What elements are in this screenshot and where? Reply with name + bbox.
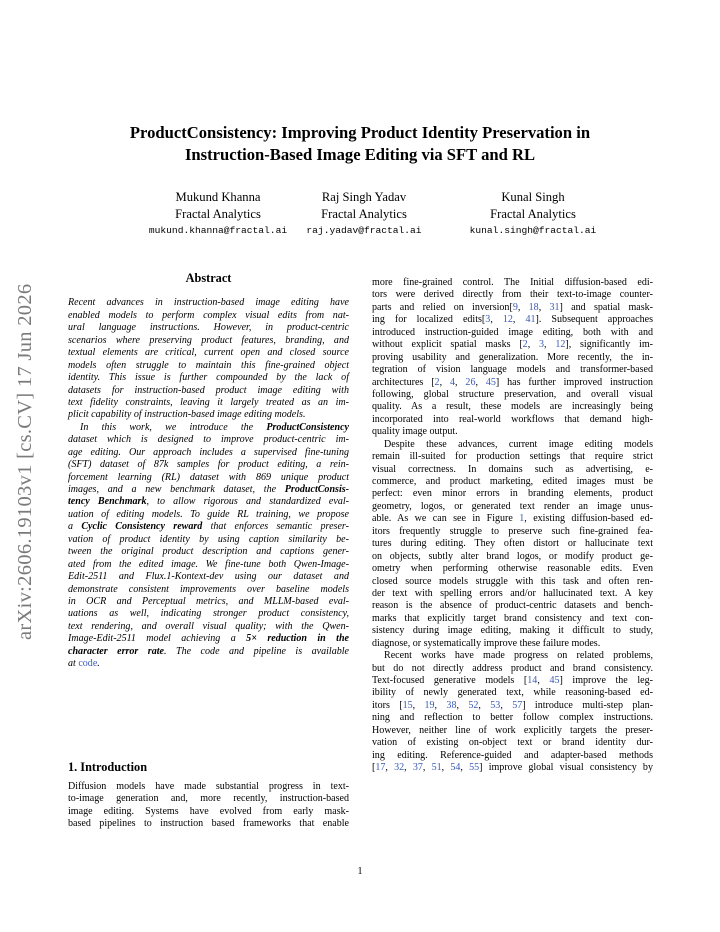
text-line: Recent works have made progress on related problems, xyxy=(384,650,653,662)
text-line: Diffusion models have made substantial progress in text- xyxy=(68,781,349,792)
text-line: [17, 32, 37, 51, 54, 55] improve global visual consistency by xyxy=(372,762,653,774)
text-line: at code. xyxy=(68,658,100,670)
right-column xyxy=(372,277,653,775)
text-line: proving usability and generalization. More recently, the in- xyxy=(372,351,653,363)
text-line: der text with spelling errors and/or hallucinated text. A key xyxy=(372,587,653,599)
text-line: tween the original product description and captions gener- xyxy=(68,546,349,558)
text-line: in OCR and Perceptual metrics, and MLLM-based eval- xyxy=(68,595,349,607)
text-line: datasets for instruction-based product image editing with xyxy=(68,384,349,396)
text-line: Recent advances in instruction-based image editing have xyxy=(68,297,349,309)
author-email[interactable]: raj.yadav@fractal.ai xyxy=(306,225,422,236)
author-name: Raj Singh Yadav xyxy=(321,190,407,204)
text-line: vation of product identity by using caption similarity be- xyxy=(68,533,349,545)
abstract-column xyxy=(68,272,349,671)
text-line: following, global structure preservation, and overall visual xyxy=(372,388,653,400)
text-line: itors frequently struggle to preserve such fine-grained fea- xyxy=(372,525,653,537)
text-line: introduced instruction-guided image editing, both with and xyxy=(372,326,653,338)
arxiv-identifier: arXiv:2606.19103v1 [cs.CV] 17 Jun 2026 xyxy=(14,283,36,640)
text-line: on objects, subtly alter brand logos, or modify product ge- xyxy=(372,550,653,562)
text-line: commerce, and product marketing, edited images must be xyxy=(372,476,653,487)
text-line: enabled models to perform complex visual edits from nat- xyxy=(68,309,349,321)
text-line: textual elements are critical, current open and closed source xyxy=(68,347,349,359)
text-line: ural language instructions. However, in product-centric xyxy=(68,322,349,334)
text-line: (SFT) dataset of 87k samples for product editing, a rein- xyxy=(68,459,349,471)
text-line: text rendering, and overall visual quality; with the Qwen- xyxy=(68,620,349,632)
text-line: Image-Edit-2511 model achieving a 5× reduction in the xyxy=(68,633,349,645)
text-line: ing editing. Reference-guided and adapter-based methods xyxy=(372,749,653,761)
title-line-2: Instruction-Based Image Editing via SFT and RL xyxy=(184,145,536,164)
author-email[interactable]: mukund.khanna@fractal.ai xyxy=(148,225,288,236)
author-3 xyxy=(433,189,633,239)
text-line: incorporated into real-world workflows that demand high- xyxy=(372,413,653,425)
text-line: quality. As a result, these models are increasingly being xyxy=(372,401,653,413)
text-line: In this work, we introduce the ProductConsistency xyxy=(80,421,349,433)
text-line: image editing. Systems have evolved from early mask- xyxy=(68,805,349,817)
text-line: forcement learning (RL) dataset with 869 unique product xyxy=(68,471,349,483)
right-column-body xyxy=(372,277,653,775)
text-line: marks that explicitly target brand consistency and text con- xyxy=(372,612,653,624)
text-line: images, and a new benchmark dataset, the ProductConsis- xyxy=(68,484,349,496)
introduction-heading: 1. Introduction xyxy=(68,760,148,774)
text-line: vation of existing on-object text or brand identity dur- xyxy=(372,737,653,749)
text-line: architectures [2, 4, 26, 45] has further improved instruction xyxy=(372,376,653,388)
text-line: sistency during image editing, making it difficult to study, xyxy=(372,625,653,637)
text-line: identity. This issue is further compounded by the lack of xyxy=(68,372,349,384)
text-line: visual correctness. In domains such as advertising, e- xyxy=(372,463,653,475)
text-line: more fine-grained control. The Initial diffusion-based edi- xyxy=(372,277,653,288)
text-line: ibility of newly generated text, while reasoning-based ed- xyxy=(372,687,653,699)
author-affiliation: Fractal Analytics xyxy=(175,207,261,221)
text-line: Despite these advances, current image editing models xyxy=(384,438,653,450)
title-line-1: ProductConsistency: Improving Product Identity Preservation in xyxy=(129,123,591,142)
page-number: 1 xyxy=(357,866,363,877)
text-line: Text-focused generative models [14, 45] improve the leg- xyxy=(372,675,653,686)
text-line: but do not directly address product and brand consistency. xyxy=(372,662,653,674)
text-line: to-image generation and, more recently, instruction-based xyxy=(68,793,349,805)
text-line: diagnose, or systematically improve these failure modes. xyxy=(372,637,601,649)
author-name: Kunal Singh xyxy=(501,190,565,204)
text-line: ated from the edited image. We fine-tune both Qwen-Image- xyxy=(68,558,349,570)
author-affiliation: Fractal Analytics xyxy=(490,207,576,221)
text-line: tegration of vision language models and transformer-based xyxy=(372,364,653,376)
text-line: dataset which is designed to improve product-centric im- xyxy=(68,434,349,446)
author-email[interactable]: kunal.singh@fractal.ai xyxy=(469,225,597,236)
text-line: character error rate. The code and pipeline is available xyxy=(68,645,349,657)
text-line: reason is the absence of product-centric datasets and bench- xyxy=(372,600,653,612)
text-line: parts and relied on inversion[9, 18, 31] and spatial mask- xyxy=(372,301,653,313)
text-line: geometry, logos, or generated text render an image unus- xyxy=(372,500,653,512)
text-line: ometry when performing otherwise reasonable edits. Even xyxy=(372,563,653,575)
text-line: perfect: even minor errors in branding elements, product xyxy=(372,488,653,500)
text-line: tency Benchmark, to allow rigorous and standardized eval- xyxy=(68,496,349,508)
introduction-body xyxy=(68,781,349,831)
text-line: uation of editing models. To guide RL training, we propose xyxy=(68,508,349,520)
text-line: Edit-2511 and Flux.1-Kontext-dev using our dataset and xyxy=(68,571,349,583)
text-line: tures during editing. They often distort or hallucinate text xyxy=(372,538,653,550)
abstract-heading: Abstract xyxy=(185,271,232,285)
text-line: without explicit spatial masks [2, 3, 12], significantly im- xyxy=(372,339,653,351)
text-line: closed source models struggle with this task and often ren- xyxy=(372,575,653,587)
text-line: ing for localized edits[3, 12, 41]. Subsequent approaches xyxy=(372,314,653,326)
text-line: text fidelity constraints, leaving it largely treated as an im- xyxy=(68,396,349,408)
text-line: quality image output. xyxy=(372,426,458,438)
text-line: remain ill-suited for production settings that require strict xyxy=(372,451,653,463)
author-name: Mukund Khanna xyxy=(175,190,261,204)
text-line: However, neither line of work explicitly targets the preser- xyxy=(372,724,653,736)
text-line: plicit capability of instruction-based image editing models. xyxy=(68,409,306,421)
abstract-body xyxy=(68,297,349,670)
text-line: ning and reflection to better follow complex instructions. xyxy=(372,712,653,724)
text-line: a Cyclic Consistency reward that enforces semantic preser- xyxy=(68,521,349,533)
text-line: scenarios where preserving product features, branding, and xyxy=(68,334,349,346)
text-line: tors were derived directly from their text-to-image counter- xyxy=(372,289,653,301)
text-line: demonstrate consistent improvements over baseline models xyxy=(68,583,349,595)
text-line: uations as well, indicating stronger product consistency, xyxy=(68,608,349,620)
author-affiliation: Fractal Analytics xyxy=(321,207,407,221)
text-line: models often struggle to maintain this fine-grained object xyxy=(68,359,349,371)
text-line: able. As we can see in Figure 1, existing diffusion-based ed- xyxy=(372,513,653,525)
introduction-column xyxy=(68,781,349,831)
text-line: age editing. Our approach includes a supervised fine-tuning xyxy=(68,446,349,458)
text-line: itors [15, 19, 38, 52, 53, 57] introduce multi-step plan- xyxy=(372,699,653,711)
text-line: based pipelines to instruction based frameworks that enable xyxy=(68,818,349,830)
paper-title xyxy=(60,122,660,166)
